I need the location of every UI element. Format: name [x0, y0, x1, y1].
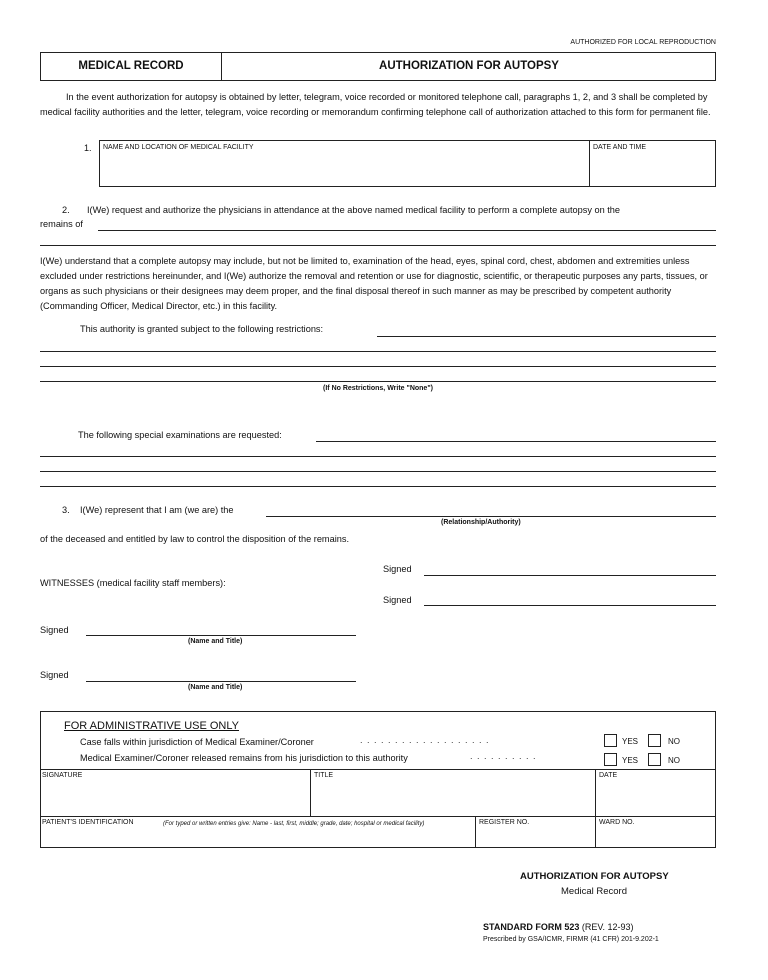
reproduction-note: AUTHORIZED FOR LOCAL REPRODUCTION [570, 39, 716, 46]
ward-field[interactable] [598, 829, 714, 847]
relationship-field[interactable] [266, 516, 716, 517]
patient-id-label: PATIENT'S IDENTIFICATION [42, 819, 134, 826]
admin-row-divider-2 [40, 816, 716, 817]
admin-leader-1: ................... [360, 735, 494, 745]
released-no-label: NO [668, 756, 680, 765]
jurisdiction-no-label: NO [668, 737, 680, 746]
special-exams-line-3[interactable] [40, 471, 716, 472]
represent-label: I(We) represent that I am (we are) the [80, 505, 234, 515]
admin-question-2: Medical Examiner/Coroner released remains from his jurisdiction to this authority [80, 753, 408, 763]
facility-label: NAME AND LOCATION OF MEDICAL FACILITY [103, 144, 254, 151]
date-label: DATE [599, 772, 618, 779]
witnesses-label: WITNESSES (medical facility staff members): [40, 578, 226, 588]
remains-of-label: remains of [40, 219, 83, 229]
released-yes-checkbox[interactable] [604, 753, 617, 766]
header-form-title: AUTHORIZATION FOR AUTOPSY [379, 60, 559, 72]
footer-form-title: AUTHORIZATION FOR AUTOPSY [520, 871, 669, 882]
signed-label-2: Signed [383, 595, 412, 605]
admin-title-field[interactable] [313, 782, 593, 814]
admin-title: FOR ADMINISTRATIVE USE ONLY [64, 720, 240, 732]
restrictions-label: This authority is granted subject to the following restrictions: [80, 324, 324, 334]
patient-id-field[interactable] [42, 838, 472, 847]
understand-paragraph: I(We) understand that a complete autopsy may include, but not be limited to, examination of the head, eyes, spinal cord, chest, abdomen and extremities unless excluded under restrictions hereinunder, and I(We) authorize the removal and retention or use for diagnostic, scientific, or therapeutic purposes any parts, tissues, or organs as such physicians or their designees may deem proper, and the final disposal thereof in such manner as may be prescribed by competent authority (Commanding Officer, Medical Director, etc.) in this facility. [40, 256, 708, 311]
jurisdiction-no-checkbox[interactable] [648, 734, 661, 747]
register-field[interactable] [478, 829, 593, 847]
special-exams-field[interactable] [316, 441, 716, 442]
intro-paragraph: In the event authorization for autopsy is obtained by letter, telegram, voice recorded or monitored telephone call, paragraphs 1, 2, and 3 shall be completed by medical facility authorities and the letter, telegram, voice recording or memorandum confirming telephone call of authorization attached to this form for permanent file. [40, 92, 711, 117]
datetime-field[interactable] [590, 152, 714, 185]
restrictions-line-2[interactable] [40, 351, 716, 352]
released-yes-label: YES [622, 756, 639, 765]
title-label: TITLE [314, 772, 334, 779]
witness-caption-1: (Name and Title) [188, 638, 243, 645]
admin-col-divider-2 [595, 769, 596, 847]
admin-col-divider-1 [310, 769, 311, 816]
witness-caption-2: (Name and Title) [188, 684, 243, 691]
signed-label-1: Signed [383, 564, 412, 574]
witness-signature-field-1[interactable] [86, 635, 356, 636]
no-restrictions-note: (If No Restrictions, Write "None") [323, 385, 433, 392]
patient-id-hint: (For typed or written entries give: Name - last, first, middle; grade, date; hospital or medical facility) [163, 821, 425, 827]
jurisdiction-yes-label: YES [622, 737, 639, 746]
footer-prescribed: Prescribed by GSA/ICMR, FIRMR (41 CFR) 201-9.202-1 [483, 936, 659, 943]
jurisdiction-yes-checkbox[interactable] [604, 734, 617, 747]
admin-col-divider-3 [475, 816, 476, 848]
footer-form-subtitle: Medical Record [561, 886, 627, 897]
remains-of-field-line-2[interactable] [40, 245, 716, 246]
signature-field-2[interactable] [424, 605, 716, 606]
facility-field[interactable] [100, 152, 586, 185]
admin-question-1: Case falls within jurisdiction of Medical Examiner/Coroner [80, 737, 314, 747]
released-no-checkbox[interactable] [648, 753, 661, 766]
special-exams-line-4[interactable] [40, 486, 716, 487]
datetime-label: DATE AND TIME [593, 144, 647, 151]
signature-label: SIGNATURE [42, 772, 83, 779]
ward-label: WARD NO. [599, 819, 635, 826]
footer-form-number: STANDARD FORM 523 [483, 922, 580, 932]
admin-leader-2: .......... [470, 751, 541, 761]
remains-of-field[interactable] [98, 230, 716, 231]
special-exams-line-2[interactable] [40, 456, 716, 457]
section-2-number: 2. [62, 205, 70, 215]
witness-signature-field-2[interactable] [86, 681, 356, 682]
special-exams-label: The following special examinations are requested: [78, 430, 282, 440]
footer-form-number-line [483, 922, 634, 932]
relationship-caption: (Relationship/Authority) [441, 519, 521, 526]
witness-signed-label-1: Signed [40, 625, 69, 635]
admin-date-field[interactable] [598, 782, 714, 814]
restrictions-line-3[interactable] [40, 366, 716, 367]
admin-signature-field[interactable] [42, 782, 308, 814]
section-3-number: 3. [62, 505, 70, 515]
header-medical-record: MEDICAL RECORD [78, 60, 184, 72]
restrictions-line-4[interactable] [40, 381, 716, 382]
admin-row-divider-1 [40, 769, 716, 770]
restrictions-field[interactable] [377, 336, 716, 337]
footer-revision: (REV. 12-93) [581, 922, 634, 932]
section-1-number: 1. [84, 143, 92, 153]
request-text: I(We) request and authorize the physicians in attendance at the above named medical facility to perform a complete autopsy on the [87, 205, 621, 215]
signature-field-1[interactable] [424, 575, 716, 576]
register-label: REGISTER NO. [479, 819, 530, 826]
deceased-text: of the deceased and entitled by law to control the disposition of the remains. [40, 534, 349, 544]
witness-signed-label-2: Signed [40, 670, 69, 680]
header-box [40, 52, 716, 81]
